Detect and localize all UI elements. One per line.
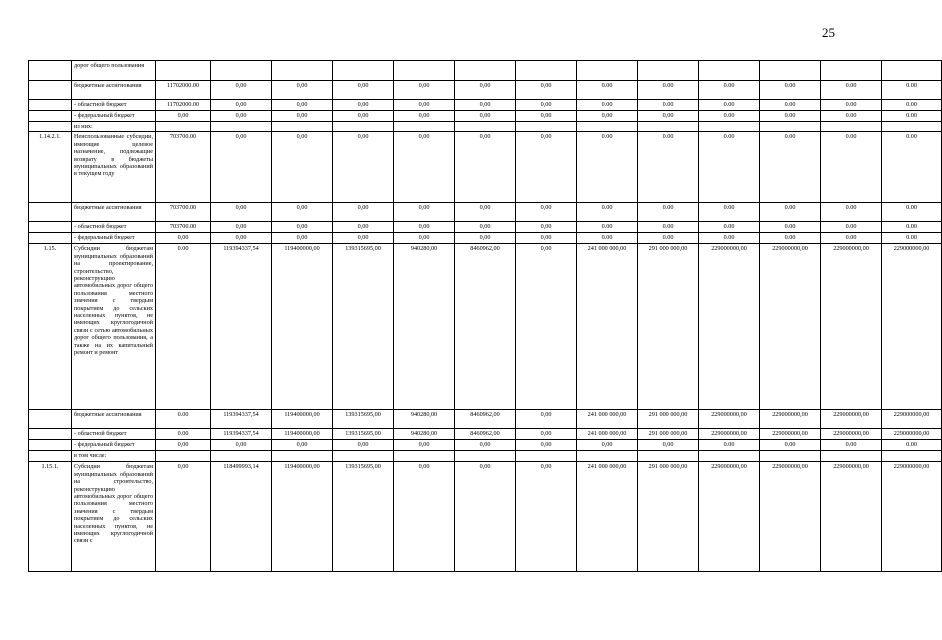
row-code [29, 100, 72, 111]
value-cell: 8460962,00 [455, 410, 516, 429]
value-cell: 229000000,00 [699, 244, 760, 410]
value-cell: 0,00 [333, 203, 394, 222]
table-row [29, 440, 942, 451]
value-cell: 0,00 [272, 233, 333, 244]
value-cell: 0,00 [638, 111, 699, 122]
row-description: из них: [72, 122, 156, 132]
value-cell: 0.00 [882, 440, 942, 451]
value-cell: 0.00 [577, 100, 638, 111]
value-cell: 119400000,00 [272, 410, 333, 429]
value-cell: 0,00 [394, 440, 455, 451]
value-cell [211, 451, 272, 462]
value-cell: 229000000,00 [882, 462, 942, 572]
value-cell: 0.00 [821, 100, 882, 111]
value-cell [333, 451, 394, 462]
value-cell: 0,00 [272, 222, 333, 233]
value-cell: 119394337,54 [211, 244, 272, 410]
table-row [29, 100, 942, 111]
value-cell: 940280,00 [394, 429, 455, 440]
value-cell: 0,00 [333, 132, 394, 203]
value-cell: 11702000.00 [156, 100, 211, 111]
value-cell: 0.00 [638, 132, 699, 203]
value-cell: 0,00 [272, 111, 333, 122]
table-row [29, 81, 942, 100]
table-row [29, 132, 942, 203]
value-cell [760, 451, 821, 462]
value-cell: 940280,00 [394, 244, 455, 410]
value-cell: 0,00 [394, 222, 455, 233]
value-cell: 0,00 [211, 440, 272, 451]
value-cell: 0,00 [333, 100, 394, 111]
value-cell: 229000000,00 [821, 244, 882, 410]
value-cell [455, 451, 516, 462]
row-code [29, 81, 72, 100]
value-cell: 229000000,00 [882, 244, 942, 410]
table-row [29, 61, 942, 81]
value-cell: 0,00 [156, 462, 211, 572]
value-cell [882, 122, 942, 132]
row-description: - областной бюджет [72, 222, 156, 233]
value-cell: 229000000,00 [882, 410, 942, 429]
value-cell [516, 61, 577, 81]
table-row [29, 410, 942, 429]
value-cell: 0.00 [156, 244, 211, 410]
value-cell: 229000000,00 [882, 429, 942, 440]
value-cell [394, 122, 455, 132]
value-cell: 0.00 [699, 203, 760, 222]
value-cell: 0,00 [211, 100, 272, 111]
row-description: Субсидии бюджетам муниципальных образований на проектирование, строительство, реконструкцию автомобильных дорог общего пользования местного значения с твердым покрытием до сельских населенных пунктов, не имеющих круглогодичной связи с сетью автомобильных дорог общего пользования, а также на их капитальный ремонт и ремонт [72, 244, 156, 410]
value-cell: 0.00 [821, 132, 882, 203]
value-cell: 0,00 [333, 440, 394, 451]
value-cell: 0,00 [272, 100, 333, 111]
value-cell: 0.00 [760, 100, 821, 111]
value-cell: 0,00 [272, 132, 333, 203]
table-row [29, 111, 942, 122]
value-cell [577, 61, 638, 81]
value-cell: 0.00 [760, 111, 821, 122]
value-cell [577, 451, 638, 462]
value-cell: 0,00 [272, 440, 333, 451]
row-description: бюджетные ассигнования [72, 203, 156, 222]
value-cell: 229000000,00 [760, 244, 821, 410]
table-row [29, 429, 942, 440]
value-cell: 0.00 [760, 81, 821, 100]
value-cell [821, 451, 882, 462]
value-cell: 229000000,00 [760, 410, 821, 429]
value-cell [638, 122, 699, 132]
value-cell [333, 122, 394, 132]
value-cell: 241 000 000,00 [577, 410, 638, 429]
value-cell: 0.00 [699, 233, 760, 244]
row-code [29, 440, 72, 451]
value-cell: 0,00 [394, 111, 455, 122]
value-cell: 0,00 [394, 100, 455, 111]
value-cell: 0,00 [394, 132, 455, 203]
value-cell: 0.00 [638, 100, 699, 111]
value-cell: 291 000 000,00 [638, 429, 699, 440]
value-cell: 0,00 [394, 203, 455, 222]
value-cell: 291 000 000,00 [638, 410, 699, 429]
value-cell [211, 122, 272, 132]
value-cell: 0.00 [760, 233, 821, 244]
page-number: 25 [822, 25, 835, 40]
value-cell: 0.00 [821, 222, 882, 233]
value-cell [394, 451, 455, 462]
row-code: 1.15. [29, 244, 72, 410]
value-cell: 0,00 [516, 81, 577, 100]
value-cell: 940280,00 [394, 410, 455, 429]
value-cell [821, 122, 882, 132]
value-cell: 0.00 [638, 203, 699, 222]
value-cell [699, 61, 760, 81]
value-cell [333, 61, 394, 81]
value-cell: 8460962,00 [455, 429, 516, 440]
value-cell: 0,00 [516, 233, 577, 244]
value-cell: 229000000,00 [821, 462, 882, 572]
value-cell: 0,00 [577, 111, 638, 122]
value-cell [760, 61, 821, 81]
value-cell: 0,00 [156, 111, 211, 122]
value-cell: 229000000,00 [760, 462, 821, 572]
value-cell [394, 61, 455, 81]
value-cell: 0,00 [156, 440, 211, 451]
value-cell: 0,00 [333, 81, 394, 100]
value-cell: 0.00 [821, 203, 882, 222]
value-cell [211, 61, 272, 81]
value-cell [516, 451, 577, 462]
value-cell: 0.00 [882, 233, 942, 244]
value-cell: 0,00 [211, 111, 272, 122]
row-description: - областной бюджет [72, 429, 156, 440]
value-cell [272, 61, 333, 81]
row-description: дорог общего пользования [72, 61, 156, 81]
table-row [29, 233, 942, 244]
value-cell: 0.00 [699, 111, 760, 122]
value-cell: 0.00 [699, 81, 760, 100]
value-cell: 0,00 [516, 440, 577, 451]
value-cell: 0.00 [882, 132, 942, 203]
value-cell: 0,00 [516, 222, 577, 233]
value-cell: 119400000,00 [272, 244, 333, 410]
value-cell: 8460962,00 [455, 244, 516, 410]
value-cell: 0.00 [882, 203, 942, 222]
value-cell: 139315695,00 [333, 462, 394, 572]
value-cell: 0.00 [577, 203, 638, 222]
table-row [29, 462, 942, 572]
value-cell: 0,00 [455, 440, 516, 451]
table-row [29, 122, 942, 132]
value-cell: 0.00 [760, 132, 821, 203]
value-cell: 703700.00 [156, 222, 211, 233]
value-cell: 0.00 [577, 81, 638, 100]
table-row [29, 222, 942, 233]
value-cell: 0,00 [516, 203, 577, 222]
table-row [29, 451, 942, 462]
value-cell: 0,00 [516, 244, 577, 410]
row-code [29, 410, 72, 429]
value-cell: 0,00 [211, 203, 272, 222]
value-cell: 0.00 [699, 100, 760, 111]
value-cell: 0.00 [699, 440, 760, 451]
value-cell: 0.00 [821, 81, 882, 100]
value-cell: 0.00 [821, 111, 882, 122]
value-cell: 118499993,14 [211, 462, 272, 572]
value-cell: 0.00 [699, 222, 760, 233]
value-cell [516, 122, 577, 132]
row-description: - федеральный бюджет [72, 440, 156, 451]
row-code: 1.15.1. [29, 462, 72, 572]
row-code [29, 203, 72, 222]
value-cell: 0.00 [882, 111, 942, 122]
row-description: - федеральный бюджет [72, 111, 156, 122]
value-cell [156, 451, 211, 462]
value-cell: 0.00 [577, 233, 638, 244]
budget-table [28, 60, 942, 572]
value-cell: 0,00 [577, 440, 638, 451]
value-cell: 229000000,00 [760, 429, 821, 440]
value-cell: 139315695,00 [333, 410, 394, 429]
value-cell: 0.00 [638, 233, 699, 244]
value-cell: 229000000,00 [699, 462, 760, 572]
value-cell: 0,00 [211, 81, 272, 100]
value-cell: 291 000 000,00 [638, 462, 699, 572]
row-code [29, 233, 72, 244]
value-cell: 119394337,54 [211, 410, 272, 429]
value-cell: 703700.00 [156, 132, 211, 203]
value-cell: 241 000 000,00 [577, 462, 638, 572]
value-cell [272, 451, 333, 462]
value-cell: 0,00 [455, 81, 516, 100]
value-cell [699, 122, 760, 132]
value-cell: 241 000 000,00 [577, 429, 638, 440]
value-cell [156, 61, 211, 81]
value-cell: 139315695,00 [333, 244, 394, 410]
row-code [29, 451, 72, 462]
value-cell [699, 451, 760, 462]
value-cell: 119400000,00 [272, 429, 333, 440]
value-cell: 11702000.00 [156, 81, 211, 100]
value-cell: 0,00 [211, 222, 272, 233]
value-cell: 241 000 000,00 [577, 244, 638, 410]
value-cell: 0.00 [760, 222, 821, 233]
value-cell: 703700.00 [156, 203, 211, 222]
value-cell: 119400000,00 [272, 462, 333, 572]
value-cell: 229000000,00 [821, 410, 882, 429]
row-description: - федеральный бюджет [72, 233, 156, 244]
value-cell: 0,00 [516, 132, 577, 203]
value-cell: 0,00 [211, 132, 272, 203]
value-cell: 0.00 [882, 222, 942, 233]
row-code: 1.14.2.1. [29, 132, 72, 203]
value-cell: 0.00 [638, 222, 699, 233]
value-cell: 0.00 [821, 233, 882, 244]
value-cell: 0,00 [333, 111, 394, 122]
value-cell: 0,00 [516, 429, 577, 440]
value-cell: 0,00 [455, 111, 516, 122]
value-cell: 0,00 [516, 410, 577, 429]
row-code [29, 111, 72, 122]
value-cell: 0,00 [333, 233, 394, 244]
value-cell: 0,00 [272, 81, 333, 100]
value-cell: 0.00 [882, 100, 942, 111]
value-cell: 0.00 [156, 429, 211, 440]
value-cell: 229000000,00 [699, 429, 760, 440]
row-description: - областной бюджет [72, 100, 156, 111]
value-cell [760, 122, 821, 132]
value-cell: 229000000,00 [821, 429, 882, 440]
value-cell: 0.00 [821, 440, 882, 451]
row-description: Неиспользованные субсидии, имеющие целевое назначение, подлежащие возврату в бюджеты муниципальных образований в текущем году [72, 132, 156, 203]
row-code [29, 429, 72, 440]
value-cell: 0.00 [699, 132, 760, 203]
value-cell: 0,00 [516, 462, 577, 572]
value-cell: 0,00 [516, 111, 577, 122]
value-cell: 0,00 [455, 132, 516, 203]
value-cell [821, 61, 882, 81]
value-cell: 0,00 [455, 100, 516, 111]
value-cell [455, 122, 516, 132]
table-row [29, 244, 942, 410]
value-cell: 0,00 [638, 440, 699, 451]
value-cell: 0.00 [760, 440, 821, 451]
value-cell: 0,00 [156, 233, 211, 244]
value-cell: 0.00 [760, 203, 821, 222]
value-cell: 0.00 [577, 132, 638, 203]
value-cell [882, 61, 942, 81]
value-cell: 0.00 [577, 222, 638, 233]
value-cell: 0,00 [272, 203, 333, 222]
value-cell: 0.00 [882, 81, 942, 100]
value-cell: 0,00 [333, 222, 394, 233]
row-code [29, 122, 72, 132]
value-cell: 291 000 000,00 [638, 244, 699, 410]
value-cell: 0,00 [394, 233, 455, 244]
value-cell [455, 61, 516, 81]
value-cell: 229000000,00 [699, 410, 760, 429]
value-cell [638, 451, 699, 462]
value-cell: 0,00 [516, 100, 577, 111]
value-cell: 0,00 [455, 462, 516, 572]
value-cell: 0,00 [455, 203, 516, 222]
value-cell: 0,00 [455, 222, 516, 233]
value-cell [272, 122, 333, 132]
row-description: в том числе: [72, 451, 156, 462]
value-cell: 0.00 [638, 81, 699, 100]
row-code [29, 61, 72, 81]
value-cell [882, 451, 942, 462]
row-code [29, 222, 72, 233]
value-cell: 0,00 [455, 233, 516, 244]
row-description: бюджетные ассигнования [72, 410, 156, 429]
value-cell [577, 122, 638, 132]
table-row [29, 203, 942, 222]
row-description: Субсидии бюджетам муниципальных образований на строительство, реконструкцию автомобильных дорог общего пользования местного значения с твердым покрытием до сельских населенных пунктов, не имеющих круглогодичной связи с [72, 462, 156, 572]
value-cell [156, 122, 211, 132]
value-cell: 139315695,00 [333, 429, 394, 440]
value-cell [638, 61, 699, 81]
row-description: бюджетные ассигнования [72, 81, 156, 100]
value-cell: 119394337,54 [211, 429, 272, 440]
value-cell: 0.00 [156, 410, 211, 429]
value-cell: 0,00 [211, 233, 272, 244]
value-cell: 0,00 [394, 81, 455, 100]
value-cell: 0,00 [394, 462, 455, 572]
